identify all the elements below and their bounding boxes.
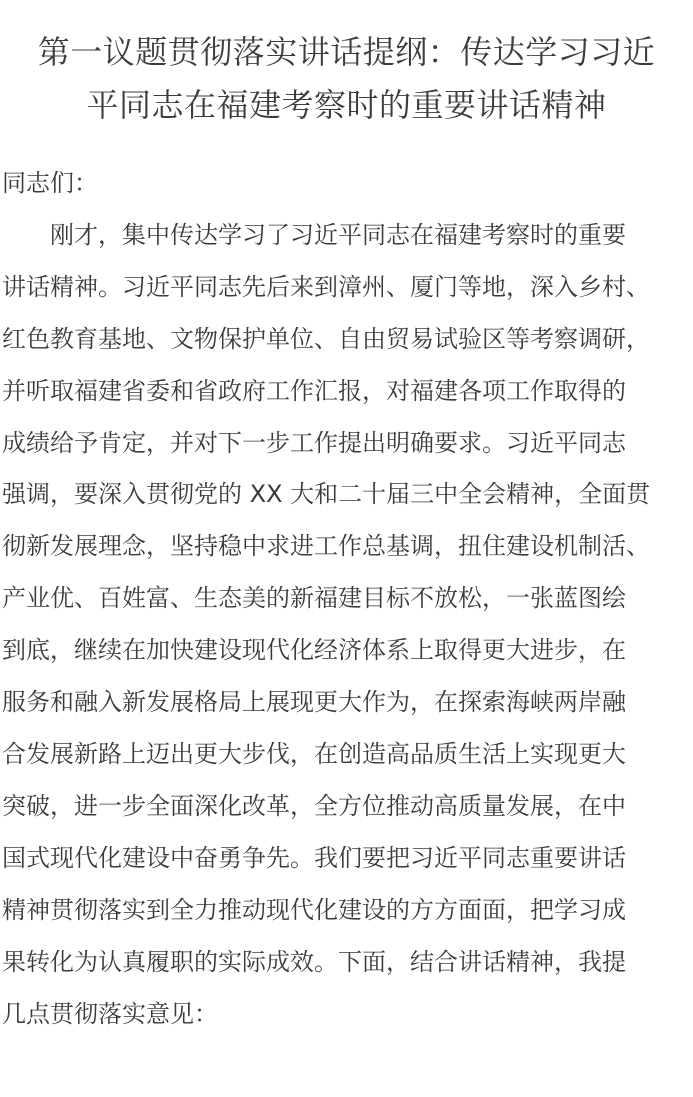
paragraph-line: 刚才，集中传达学习了习近平同志在福建考察时的重要 [2, 220, 626, 249]
paragraph-line: 红色教育基地、文物保护单位、自由贸易试验区等考察调研， [2, 324, 650, 353]
paragraph-line: 产业优、百姓富、生态美的新福建目标不放松，一张蓝图绘 [2, 584, 626, 613]
paragraph-line: 到底，继续在加快建设现代化经济体系上取得更大进步，在 [2, 636, 626, 665]
title-line-2: 平同志在福建考察时的重要讲话精神 [86, 86, 607, 124]
body-paragraph [2, 210, 692, 1041]
document-title [0, 26, 693, 132]
paragraph-line: 精神贯彻落实到全力推动现代化建设的方方面面，把学习成 [2, 895, 626, 924]
paragraph-line: 服务和融入新发展格局上展现更大作为，在探索海峡两岸融 [2, 688, 626, 717]
paragraph-line: 强调，要深入贯彻党的 XX 大和二十届三中全会精神，全面贯 [2, 480, 651, 509]
paragraph-line: 几点贯彻落实意见： [2, 999, 218, 1028]
title-line-1: 第一议题贯彻落实讲话提纲：传达学习习近 [37, 33, 656, 71]
paragraph-line: 彻新发展理念，坚持稳中求进工作总基调，扭住建设机制活、 [2, 532, 650, 561]
salutation: 同志们： [2, 169, 98, 197]
paragraph-line: 国式现代化建设中奋勇争先。我们要把习近平同志重要讲话 [2, 843, 626, 872]
document-body [2, 158, 692, 1040]
paragraph-line: 成绩给予肯定，并对下一步工作提出明确要求。习近平同志 [2, 428, 626, 457]
paragraph-line: 合发展新路上迈出更大步伐，在创造高品质生活上实现更大 [2, 739, 626, 768]
paragraph-line: 果转化为认真履职的实际成效。下面，结合讲话精神，我提 [2, 947, 626, 976]
paragraph-line: 突破，进一步全面深化改革，全方位推动高质量发展，在中 [2, 791, 626, 820]
paragraph-line: 并听取福建省委和省政府工作汇报，对福建各项工作取得的 [2, 376, 626, 405]
paragraph-line: 讲话精神。习近平同志先后来到漳州、厦门等地，深入乡村、 [2, 272, 650, 301]
